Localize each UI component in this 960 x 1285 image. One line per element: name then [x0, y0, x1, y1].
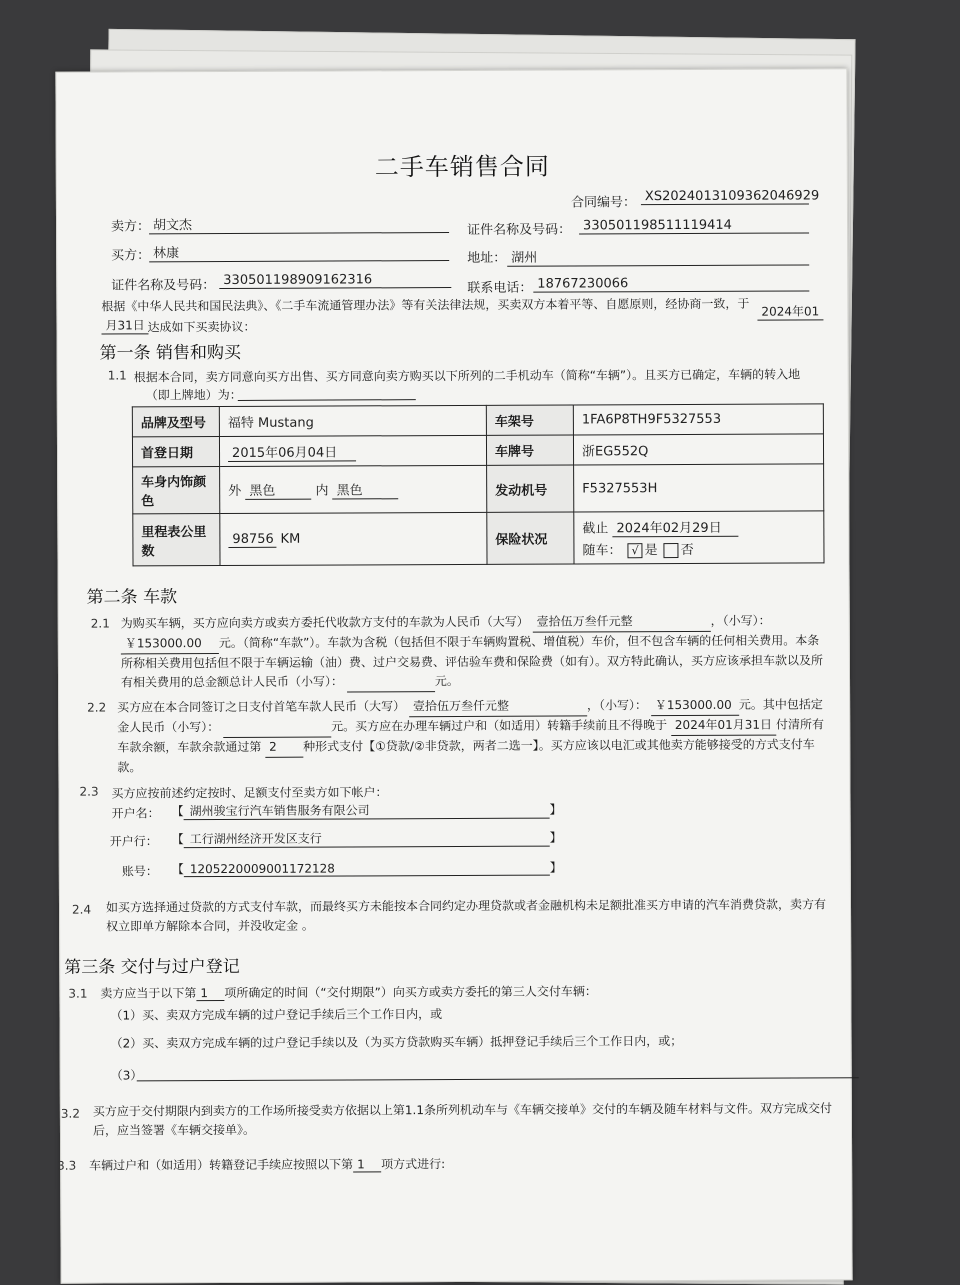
clause-1-1-text: 根据本合同，卖方同意向买方出售、买方同意向卖方购买以下所列的二手机动车（简称“车辆”）。且买方已确定，车辆的转入地	[133, 367, 801, 385]
clause-2-2-end: 种形式支付【①贷款/②非贷款，两者二选一】。买方应该以电汇或其他卖方能够接受的方式支付车款。	[117, 737, 815, 775]
vin-value: 1FA6P8TH9F5327553	[573, 404, 823, 435]
clause-2-1-text	[121, 611, 831, 693]
yes-checkbox-checked[interactable]: √	[628, 543, 643, 558]
account-name-label: 开户名：	[111, 806, 160, 821]
preamble-date: 2024年01	[757, 302, 823, 320]
plate-value: 浙EG552Q	[573, 434, 823, 465]
account-no-value: 1205220009001172128	[184, 861, 550, 878]
no-label: 否	[680, 542, 694, 559]
bracket-right: 】	[549, 830, 562, 845]
mileage-unit: KM	[280, 531, 301, 547]
reg-date-value: 2015年06月04日	[228, 441, 356, 462]
seller-label: 卖方：	[111, 219, 151, 235]
clause-3-2-text: 买方应于交付期限内到卖方的工作场所接受卖方依据以上第1.1条所列机动车与《车辆交接单》交付的车辆及随车材料与文件。双方完成交付后，应当签署《车辆交接单》。	[92, 1101, 833, 1138]
clause-2-1-amount: ￥153000.00	[121, 634, 219, 654]
clause-3-3-text	[89, 1155, 445, 1174]
clause-number: 1.1	[107, 368, 127, 383]
clause-2-2-deposit-text: 元。其中包括定金人民币（小写）：	[117, 697, 823, 735]
with-car-label: 随车：	[582, 543, 622, 559]
vin-label: 车架号	[486, 405, 573, 435]
destination-blank	[238, 387, 416, 401]
article-1-heading: 第一条 销售和购买	[99, 342, 242, 364]
clause-2-1-amount-cn: 壹拾伍万叁仟元整	[533, 612, 711, 633]
clause-number: 3.1	[68, 986, 88, 1001]
clause-2-2-amount-cn: 壹拾伍万叁仟元整	[409, 696, 587, 717]
mileage-label: 里程表公里数	[133, 514, 220, 566]
contract-no-label: 合同编号：	[570, 195, 636, 211]
bracket-left: 【	[171, 804, 184, 819]
clause-2-2-text	[117, 695, 829, 777]
clause-2-1-small-label: ，（小写）：	[710, 613, 771, 628]
brand-value: 福特 Mustang	[219, 405, 486, 436]
phone-label: 联系电话：	[467, 280, 533, 296]
seller-name: 胡文杰	[149, 213, 449, 234]
bracket-left: 【	[171, 862, 184, 877]
mileage-value: 98756	[228, 531, 276, 547]
seller-id-label: 证件名称及号码：	[467, 222, 572, 238]
clause-number: 2.2	[87, 700, 107, 715]
contract-no: XS2024013109362046929	[641, 188, 809, 205]
plate-label: 车牌号	[486, 435, 573, 465]
buyer-label: 买方：	[111, 248, 151, 264]
outer-color-label: 外	[228, 483, 242, 499]
document-title: 二手车销售合同	[374, 152, 550, 182]
clause-number: 2.4	[71, 902, 92, 917]
bank-value: 工行湖州经济开发区支行	[184, 829, 550, 849]
clause-2-2-amount: ￥153000.00	[651, 696, 739, 716]
insurance-label: 保险状况	[487, 512, 574, 564]
clause-number: 3.3	[57, 1158, 77, 1173]
reg-date-label: 首登日期	[132, 437, 219, 467]
preamble-end: 达成如下买卖协议：	[147, 319, 256, 335]
clause-3-1-end: 项所确定的时间（“交付期限”）向买方或卖方委托的第三人交付车辆：	[224, 984, 597, 1001]
address: 湖州	[507, 245, 809, 266]
clause-3-1-lead: 卖方应当于以下第	[100, 986, 197, 1001]
clause-3-3-end: 项方式进行:	[381, 1157, 446, 1172]
clause-2-2-small-label: ，（小写）：	[586, 698, 648, 713]
bracket-right: 】	[549, 860, 562, 875]
bank-field	[172, 829, 562, 849]
article-2-heading: 第二条 车款	[86, 587, 178, 608]
bracket-left: 【	[171, 832, 184, 847]
seller-id: 330501198511119414	[579, 217, 809, 234]
contract-page	[55, 68, 852, 1283]
inner-color-value: 黑色	[333, 479, 399, 499]
account-no-label: 账号：	[121, 864, 158, 879]
clause-2-1-body: 元。（简称“车款”）。车款为含税（包括但不限于车辆购置税、增值税）车价，但不包含车辆的任何相关费用。本条所称相关费用包括但不限于车辆运输（油）费、过户交易费、评估验车费和保险费（如有）。双方特此确认，买方应该承担车款以及所有相关费用的总金额总计人民币（小写）：	[120, 633, 823, 690]
clause-3-1-text	[100, 982, 597, 1001]
outer-color-value: 黑色	[245, 480, 311, 500]
clause-number: 2.3	[79, 784, 99, 799]
clause-2-2-lead: 买方应在本合同签订之日支付首笔车款人民币（大写）	[117, 699, 406, 715]
vehicle-spec-table	[132, 403, 825, 566]
account-name-field	[172, 801, 562, 821]
phone: 18767230066	[533, 275, 809, 292]
article-3-heading: 第三条 交付与过户登记	[64, 956, 240, 978]
option-3-blank	[137, 1065, 859, 1081]
engine-label: 发动机号	[487, 465, 574, 512]
engine-value: F5327553H	[574, 464, 824, 512]
buyer-id: 330501198909162316	[219, 272, 451, 289]
address-label: 地址：	[467, 250, 507, 266]
brand-label: 品牌及型号	[132, 407, 219, 437]
clause-2-4-text: 如买方选择通过贷款的方式支付车款，而最终买方未能按本合同约定办理贷款或者金融机构未足额批准买方申请的汽车消费贷款，卖方有权立即单方解除本合同，并没收定金 。	[105, 897, 827, 934]
clause-1-1-text-cont: （即上牌地）为：	[145, 387, 242, 403]
bracket-right: 】	[549, 802, 562, 817]
clause-number: 2.1	[90, 616, 110, 631]
buyer-name: 林康	[149, 241, 449, 262]
color-label: 车身内饰颜色	[133, 467, 220, 514]
preamble-text: 根据《中华人民共和国民法典》、《二手车流通管理办法》等有关法律法规，买卖双方本着平等、自愿原则，经协商一致，于	[101, 296, 750, 314]
preamble-date-cont: 月31日	[101, 316, 148, 334]
clause-2-1-lead: 为购买车辆，买方应向卖方或卖方委托代收款方支付的车款为人民币（大写）	[120, 614, 529, 631]
inner-color-label: 内	[315, 483, 329, 499]
no-checkbox[interactable]	[664, 543, 679, 558]
option-1: （1）买、卖双方完成车辆的过户登记手续后三个工作日内，或	[110, 1007, 443, 1023]
clause-2-3-text: 买方应按前述约定按时、足额支付至卖方如下帐户：	[111, 785, 388, 801]
clause-3-1-item: 1	[196, 986, 224, 1001]
clause-2-2-date: 2024年01月31日	[671, 716, 776, 736]
buyer-id-label: 证件名称及号码：	[111, 278, 216, 294]
clause-3-3-item: 1	[353, 1157, 381, 1172]
account-name-value: 湖州骏宝行汽车销售服务有限公司	[184, 801, 550, 821]
insurance-until-label: 截止	[582, 521, 609, 537]
option-3: （3）	[110, 1068, 143, 1083]
clause-2-2-balance-text: 付清所有车款余额，车款余款通过第	[117, 717, 825, 755]
clause-2-2-payment-way: 2	[265, 738, 303, 758]
clause-3-3-lead: 车辆过户和（如适用）转籍登记手续应按照以下第	[89, 1157, 354, 1173]
clause-number: 3.2	[60, 1106, 81, 1121]
yes-label: 是	[644, 543, 658, 559]
account-no-field	[172, 859, 562, 878]
option-2: （2）买、卖双方完成车辆的过户登记手续以及（为买方贷款购买车辆）抵押登记手续后三个工作日内，或；	[110, 1034, 683, 1051]
clause-2-1-end: 元。	[434, 673, 459, 689]
bank-label: 开户行：	[109, 834, 158, 849]
clause-2-2-deadline-text: 元。买方应在办理车辆过户和（如适用）转籍手续前且不得晚于	[331, 718, 668, 734]
insurance-until-value: 2024年02月29日	[612, 517, 738, 538]
